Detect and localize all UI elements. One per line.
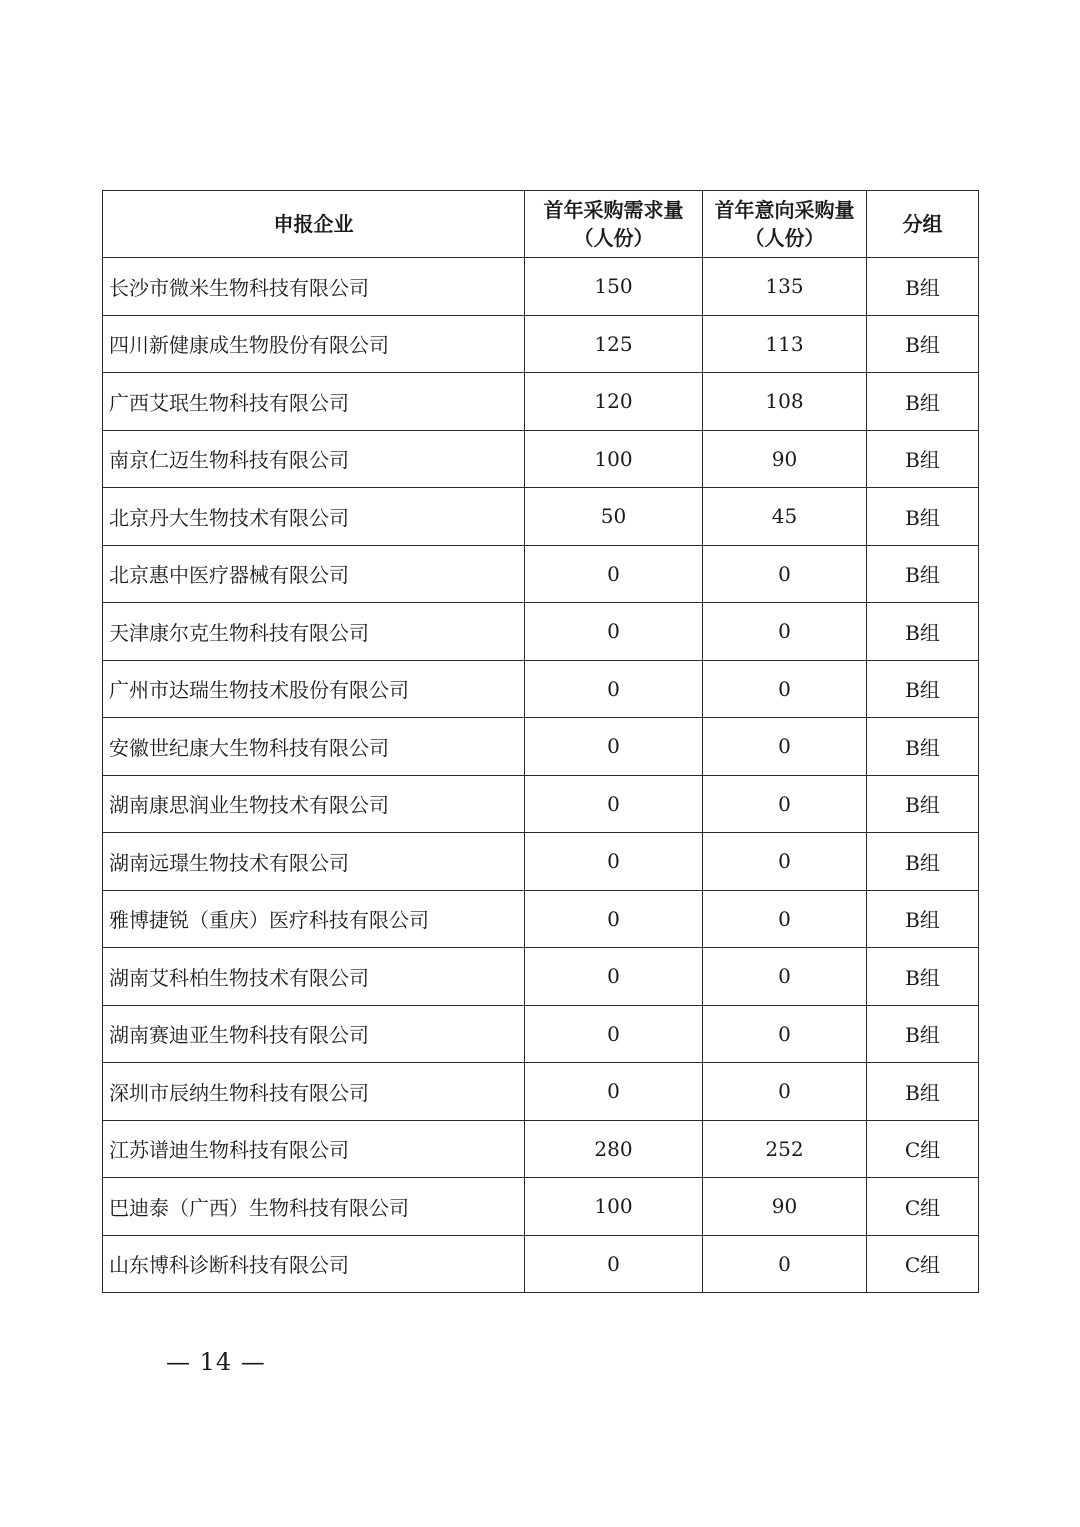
intent-cell: 90: [703, 430, 867, 488]
demand-cell: 0: [525, 603, 703, 661]
table-row: [103, 488, 979, 546]
company-name-cell: 天津康尔克生物科技有限公司: [103, 603, 525, 661]
header-company: 申报企业: [103, 191, 525, 258]
intent-cell: 0: [703, 833, 867, 891]
table-row: [103, 545, 979, 603]
intent-cell: 0: [703, 890, 867, 948]
demand-cell: 0: [525, 545, 703, 603]
company-name-cell: 广西艾珉生物科技有限公司: [103, 373, 525, 431]
demand-cell: 0: [525, 890, 703, 948]
group-cell: B组: [867, 1063, 979, 1121]
demand-cell: 50: [525, 488, 703, 546]
company-name-cell: 山东博科诊断科技有限公司: [103, 1235, 525, 1293]
company-name-cell: 北京丹大生物技术有限公司: [103, 488, 525, 546]
table-header-row: [103, 191, 979, 258]
table-row: [103, 1120, 979, 1178]
demand-cell: 125: [525, 315, 703, 373]
group-cell: B组: [867, 718, 979, 776]
demand-cell: 0: [525, 718, 703, 776]
demand-cell: 120: [525, 373, 703, 431]
header-intent-unit: （人份）: [744, 226, 825, 250]
header-intent-title: 首年意向采购量: [714, 198, 855, 222]
demand-cell: 150: [525, 258, 703, 316]
procurement-table: [102, 190, 979, 1293]
table-row: [103, 660, 979, 718]
table-body: [103, 258, 979, 1293]
group-cell: C组: [867, 1120, 979, 1178]
header-first-year-intent: [703, 191, 867, 258]
group-cell: C组: [867, 1235, 979, 1293]
group-cell: B组: [867, 833, 979, 891]
company-name-cell: 深圳市辰纳生物科技有限公司: [103, 1063, 525, 1121]
group-cell: B组: [867, 890, 979, 948]
demand-cell: 0: [525, 1005, 703, 1063]
group-cell: B组: [867, 545, 979, 603]
group-cell: B组: [867, 603, 979, 661]
demand-cell: 0: [525, 1235, 703, 1293]
group-cell: B组: [867, 258, 979, 316]
company-name-cell: 雅博捷锐（重庆）医疗科技有限公司: [103, 890, 525, 948]
table-row: [103, 1178, 979, 1236]
intent-cell: 0: [703, 1063, 867, 1121]
group-cell: B组: [867, 373, 979, 431]
demand-cell: 0: [525, 1063, 703, 1121]
company-name-cell: 巴迪泰（广西）生物科技有限公司: [103, 1178, 525, 1236]
table-row: [103, 258, 979, 316]
intent-cell: 108: [703, 373, 867, 431]
table-row: [103, 718, 979, 776]
intent-cell: 0: [703, 545, 867, 603]
header-first-year-demand: [525, 191, 703, 258]
table-row: [103, 1063, 979, 1121]
company-name-cell: 长沙市微米生物科技有限公司: [103, 258, 525, 316]
company-name-cell: 广州市达瑞生物技术股份有限公司: [103, 660, 525, 718]
company-name-cell: 安徽世纪康大生物科技有限公司: [103, 718, 525, 776]
demand-cell: 0: [525, 948, 703, 1006]
intent-cell: 0: [703, 775, 867, 833]
table-row: [103, 833, 979, 891]
intent-cell: 0: [703, 603, 867, 661]
table-row: [103, 603, 979, 661]
group-cell: B组: [867, 315, 979, 373]
intent-cell: 0: [703, 948, 867, 1006]
table-row: [103, 948, 979, 1006]
group-cell: B组: [867, 430, 979, 488]
table-row: [103, 775, 979, 833]
company-name-cell: 湖南康思润业生物技术有限公司: [103, 775, 525, 833]
group-cell: B组: [867, 488, 979, 546]
company-name-cell: 江苏谱迪生物科技有限公司: [103, 1120, 525, 1178]
intent-cell: 0: [703, 1235, 867, 1293]
table-row: [103, 890, 979, 948]
page-number: — 14 —: [166, 1348, 266, 1376]
group-cell: B组: [867, 1005, 979, 1063]
demand-cell: 0: [525, 660, 703, 718]
table-row: [103, 1235, 979, 1293]
demand-cell: 100: [525, 430, 703, 488]
company-name-cell: 四川新健康成生物股份有限公司: [103, 315, 525, 373]
company-name-cell: 南京仁迈生物科技有限公司: [103, 430, 525, 488]
header-group: 分组: [867, 191, 979, 258]
table-row: [103, 373, 979, 431]
intent-cell: 0: [703, 1005, 867, 1063]
demand-cell: 280: [525, 1120, 703, 1178]
table-row: [103, 1005, 979, 1063]
group-cell: B组: [867, 948, 979, 1006]
header-demand-unit: （人份）: [573, 226, 654, 250]
table-row: [103, 315, 979, 373]
table-row: [103, 430, 979, 488]
company-name-cell: 湖南远璟生物技术有限公司: [103, 833, 525, 891]
header-demand-title: 首年采购需求量: [543, 198, 684, 222]
company-name-cell: 北京惠中医疗器械有限公司: [103, 545, 525, 603]
company-name-cell: 湖南艾科柏生物技术有限公司: [103, 948, 525, 1006]
intent-cell: 113: [703, 315, 867, 373]
intent-cell: 0: [703, 660, 867, 718]
intent-cell: 252: [703, 1120, 867, 1178]
group-cell: B组: [867, 660, 979, 718]
company-name-cell: 湖南赛迪亚生物科技有限公司: [103, 1005, 525, 1063]
intent-cell: 0: [703, 718, 867, 776]
demand-cell: 100: [525, 1178, 703, 1236]
demand-cell: 0: [525, 775, 703, 833]
demand-cell: 0: [525, 833, 703, 891]
intent-cell: 135: [703, 258, 867, 316]
group-cell: B组: [867, 775, 979, 833]
intent-cell: 45: [703, 488, 867, 546]
group-cell: C组: [867, 1178, 979, 1236]
intent-cell: 90: [703, 1178, 867, 1236]
